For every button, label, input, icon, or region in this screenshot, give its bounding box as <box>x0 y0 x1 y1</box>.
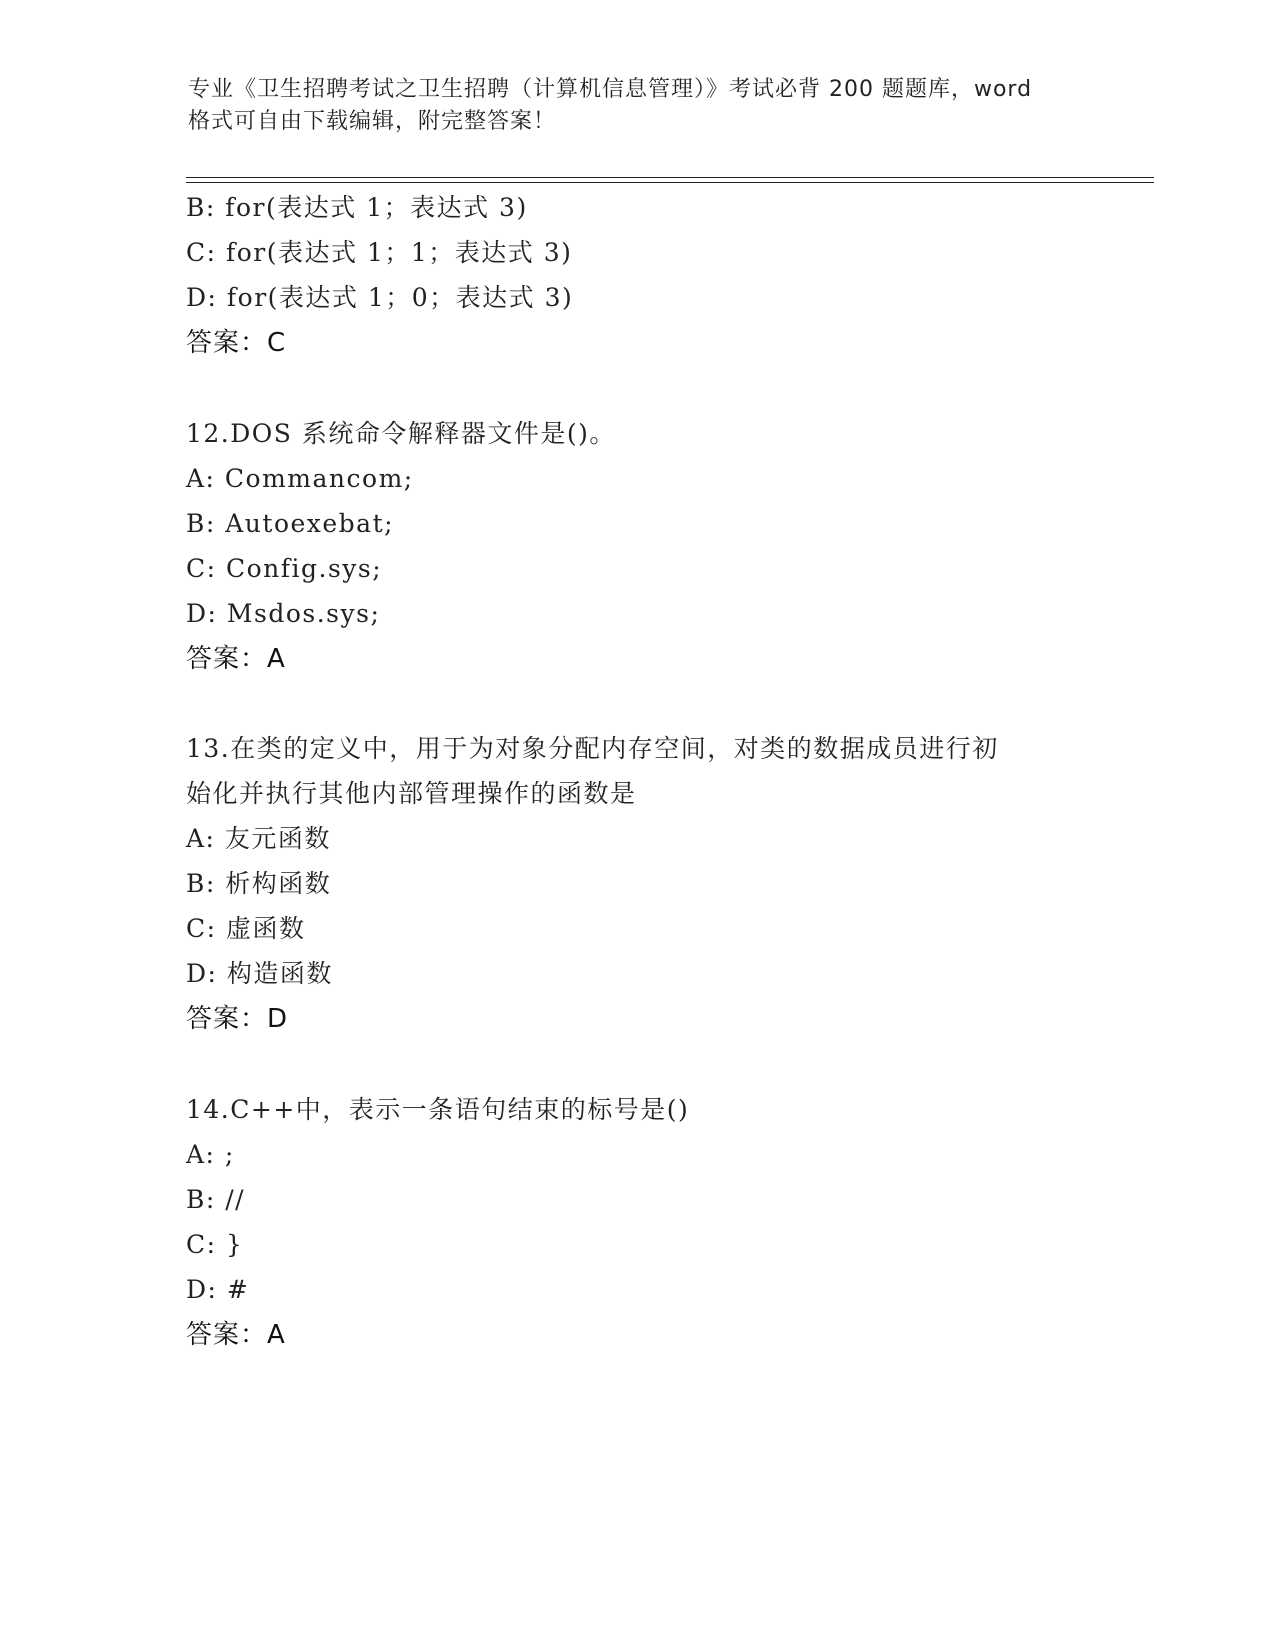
q14-question: 14.C++中，表示一条语句结束的标号是() <box>186 1095 690 1124</box>
q12-answer: 答案：A <box>186 644 286 674</box>
q12-option-c: C: Config.sys; <box>186 554 383 583</box>
q12-question: 12.DOS 系统命令解释器文件是()。 <box>186 419 616 448</box>
q11-option-b: B: for(表达式 1；表达式 3) <box>186 193 528 222</box>
q13-question-line-1: 13.在类的定义中，用于为对象分配内存空间，对类的数据成员进行初 <box>186 734 999 763</box>
q13-option-b: B: 析构函数 <box>186 869 332 898</box>
header-line-2: 格式可自由下载编辑，附完整答案！ <box>188 109 557 134</box>
q14-option-a: A: ; <box>186 1140 235 1169</box>
q13-answer: 答案：D <box>186 1004 289 1034</box>
q11-option-c: C: for(表达式 1；1；表达式 3) <box>186 238 573 267</box>
q13-option-c: C: 虚函数 <box>186 914 306 943</box>
q14-answer: 答案：A <box>186 1320 286 1350</box>
header-line-1: 专业《卫生招聘考试之卫生招聘（计算机信息管理）》考试必背 200 题题库，word <box>188 77 1033 102</box>
q12-option-d: D: Msdos.sys; <box>186 599 381 628</box>
q12-option-b: B: Autoexebat; <box>186 509 395 538</box>
q14-option-d: D: # <box>186 1275 250 1304</box>
q13-option-d: D: 构造函数 <box>186 959 333 988</box>
q13-option-a: A: 友元函数 <box>186 824 331 853</box>
q11-answer: 答案：C <box>186 328 287 358</box>
q12-option-a: A: Commancom; <box>186 464 414 493</box>
q14-option-b: B: // <box>186 1185 246 1214</box>
q13-question-line-2: 始化并执行其他内部管理操作的函数是 <box>186 779 637 808</box>
header-rule-top <box>186 177 1154 178</box>
document-header <box>188 74 1088 138</box>
q14-option-c: C: } <box>186 1230 244 1259</box>
header-rule-bottom <box>186 182 1154 183</box>
q11-option-d: D: for(表达式 1；0；表达式 3) <box>186 283 574 312</box>
